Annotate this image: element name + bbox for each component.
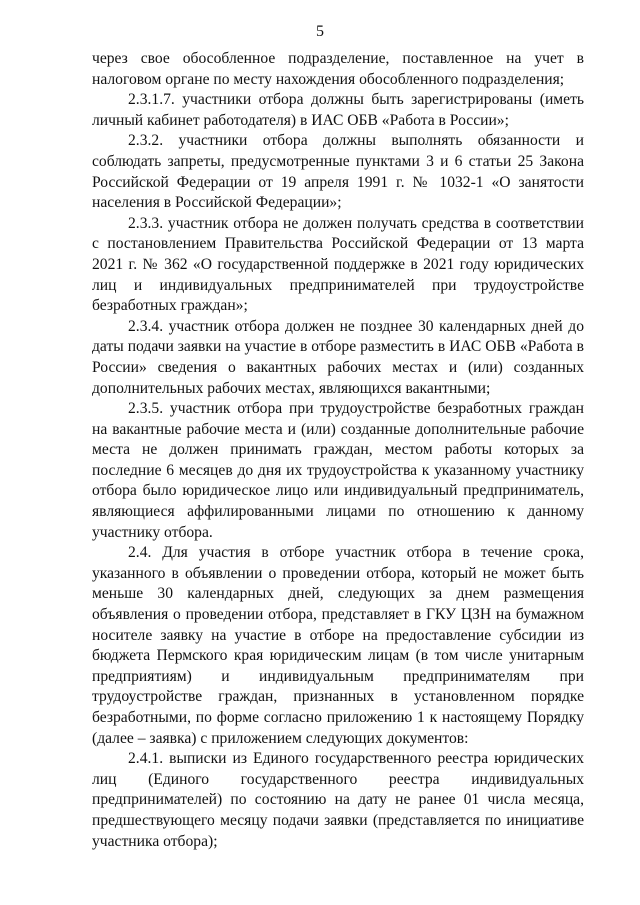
paragraph-2-3-4: 2.3.4. участник отбора должен не позднее 30 календарных дней до даты подачи заявки на участие в отборе разместить в ИАС ОБВ «Работа в России» сведения о вакантных рабочих местах и (или) созданных дополнительных рабочих местах, являющихся вакантными; <box>92 317 584 397</box>
paragraph-2-4-1: 2.4.1. выписки из Единого государственного реестра юридических лиц (Единого государственного реестра индивидуальных предпринимателей) по состоянию на дату не ранее 01 числа месяца, предшествующего месяцу подачи заявки (представляется по инициативе участника отбора); <box>92 750 584 850</box>
page-number: 5 <box>316 23 324 40</box>
paragraph-2-3-3: 2.3.3. участник отбора не должен получать средства в соответствии с постановлением Правительства Российской Федерации от 13 марта 2021 г. № 362 «О государственной поддержке в 2021 году юридических лиц и индивидуальных предпринимателей при трудоустройстве безработных граждан»; <box>92 214 584 315</box>
paragraph-continuation: через свое обособленное подразделение, поставленное на учет в налоговом органе по месту нахождения обособленного подразделения; <box>92 50 584 88</box>
paragraph-2-3-2: 2.3.2. участники отбора должны выполнять обязанности и соблюдать запреты, предусмотренные пунктами 3 и 6 статьи 25 Закона Российской Федерации от 19 апреля 1991 г. № 1032-1 «О занятости населения в Российской Федерации»; <box>92 132 584 212</box>
paragraph-2-4: 2.4. Для участия в отборе участник отбора в течение срока, указанного в объявлении о проведении отбора, который не может быть меньше 30 календарных дней, следующих за днем размещения объявления о проведении отбора, представляет в ГКУ ЦЗН на бумажном носителе заявку на участие в отборе на предоставление субсидии из бюджета Пермского края юридическим лицам (в том числе унитарным предприятиям) и индивидуальным предпринимателям при трудоустройстве граждан, признанных в установленном порядке безработными, по форме согласно приложению 1 к настоящему Порядку (далее – заявка) с приложением следующих документов: <box>92 544 584 747</box>
paragraph-2-3-1-7: 2.3.1.7. участники отбора должны быть зарегистрированы (иметь личный кабинет работодателя) в ИАС ОБВ «Работа в России»; <box>92 91 584 129</box>
document-body <box>92 49 584 852</box>
paragraph-2-3-5: 2.3.5. участник отбора при трудоустройстве безработных граждан на вакантные рабочие места и (или) созданные дополнительные рабочие места не должен принимать граждан, местом работы которых за последние 6 месяцев до дня их трудоустройства к указанному участнику отбора было юридическое лицо или индивидуальный предприниматель, являющиеся аффилированными лицами по отношению к данному участнику отбора. <box>92 400 584 541</box>
